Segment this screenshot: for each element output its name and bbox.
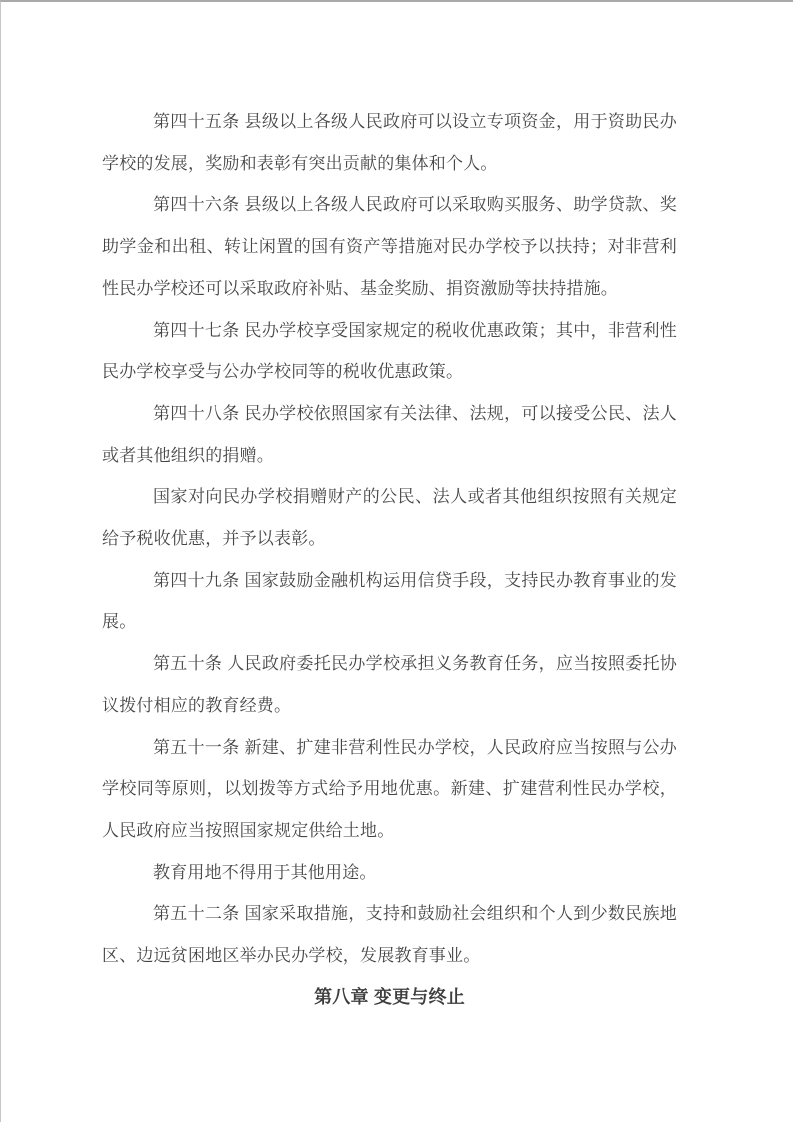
paragraph-article-52: 第五十二条 国家采取措施，支持和鼓励社会组织和个人到少数民族地区、边远贫困地区举办民办学校，发展教育事业。 [102,904,677,966]
paragraph-article-45: 第四十五条 县级以上各级人民政府可以设立专项资金，用于资助民办学校的发展，奖励和表彰有突出贡献的集体和个人。 [102,112,677,173]
paragraph-article-51: 第五十一条 新建、扩建非营利性民办学校，人民政府应当按照与公办学校同等原则，以划拨等方式给予用地优惠。新建、扩建营利性民办学校，人民政府应当按照国家规定供给土地。 [102,737,677,840]
paragraph-article-48: 第四十八条 民办学校依照国家有关法律、法规，可以接受公民、法人或者其他组织的捐赠。 [102,403,677,465]
document-content [102,101,677,1018]
paragraph-article-49: 第四十九条 国家鼓励金融机构运用信贷手段，支持民办教育事业的发展。 [102,570,677,632]
chapter-8-heading: 第八章 变更与终止 [314,986,465,1007]
paragraph-article-48-donation: 国家对向民办学校捐赠财产的公民、法人或者其他组织按照有关规定给予税收优惠，并予以表彰。 [102,487,677,549]
paragraph-article-51-land-use: 教育用地不得用于其他用途。 [153,862,377,882]
paragraph-article-47: 第四十七条 民办学校享受国家规定的税收优惠政策；其中，非营利性民办学校享受与公办学校同等的税收优惠政策。 [102,320,677,382]
paragraph-article-46: 第四十六条 县级以上各级人民政府可以采取购买服务、助学贷款、奖助学金和出租、转让闲置的国有资产等措施对民办学校予以扶持；对非营利性民办学校还可以采取政府补贴、基金奖励、捐资激励等扶持措施。 [102,195,677,298]
paragraph-article-50: 第五十条 人民政府委托民办学校承担义务教育任务，应当按照委托协议拨付相应的教育经费。 [102,654,677,715]
